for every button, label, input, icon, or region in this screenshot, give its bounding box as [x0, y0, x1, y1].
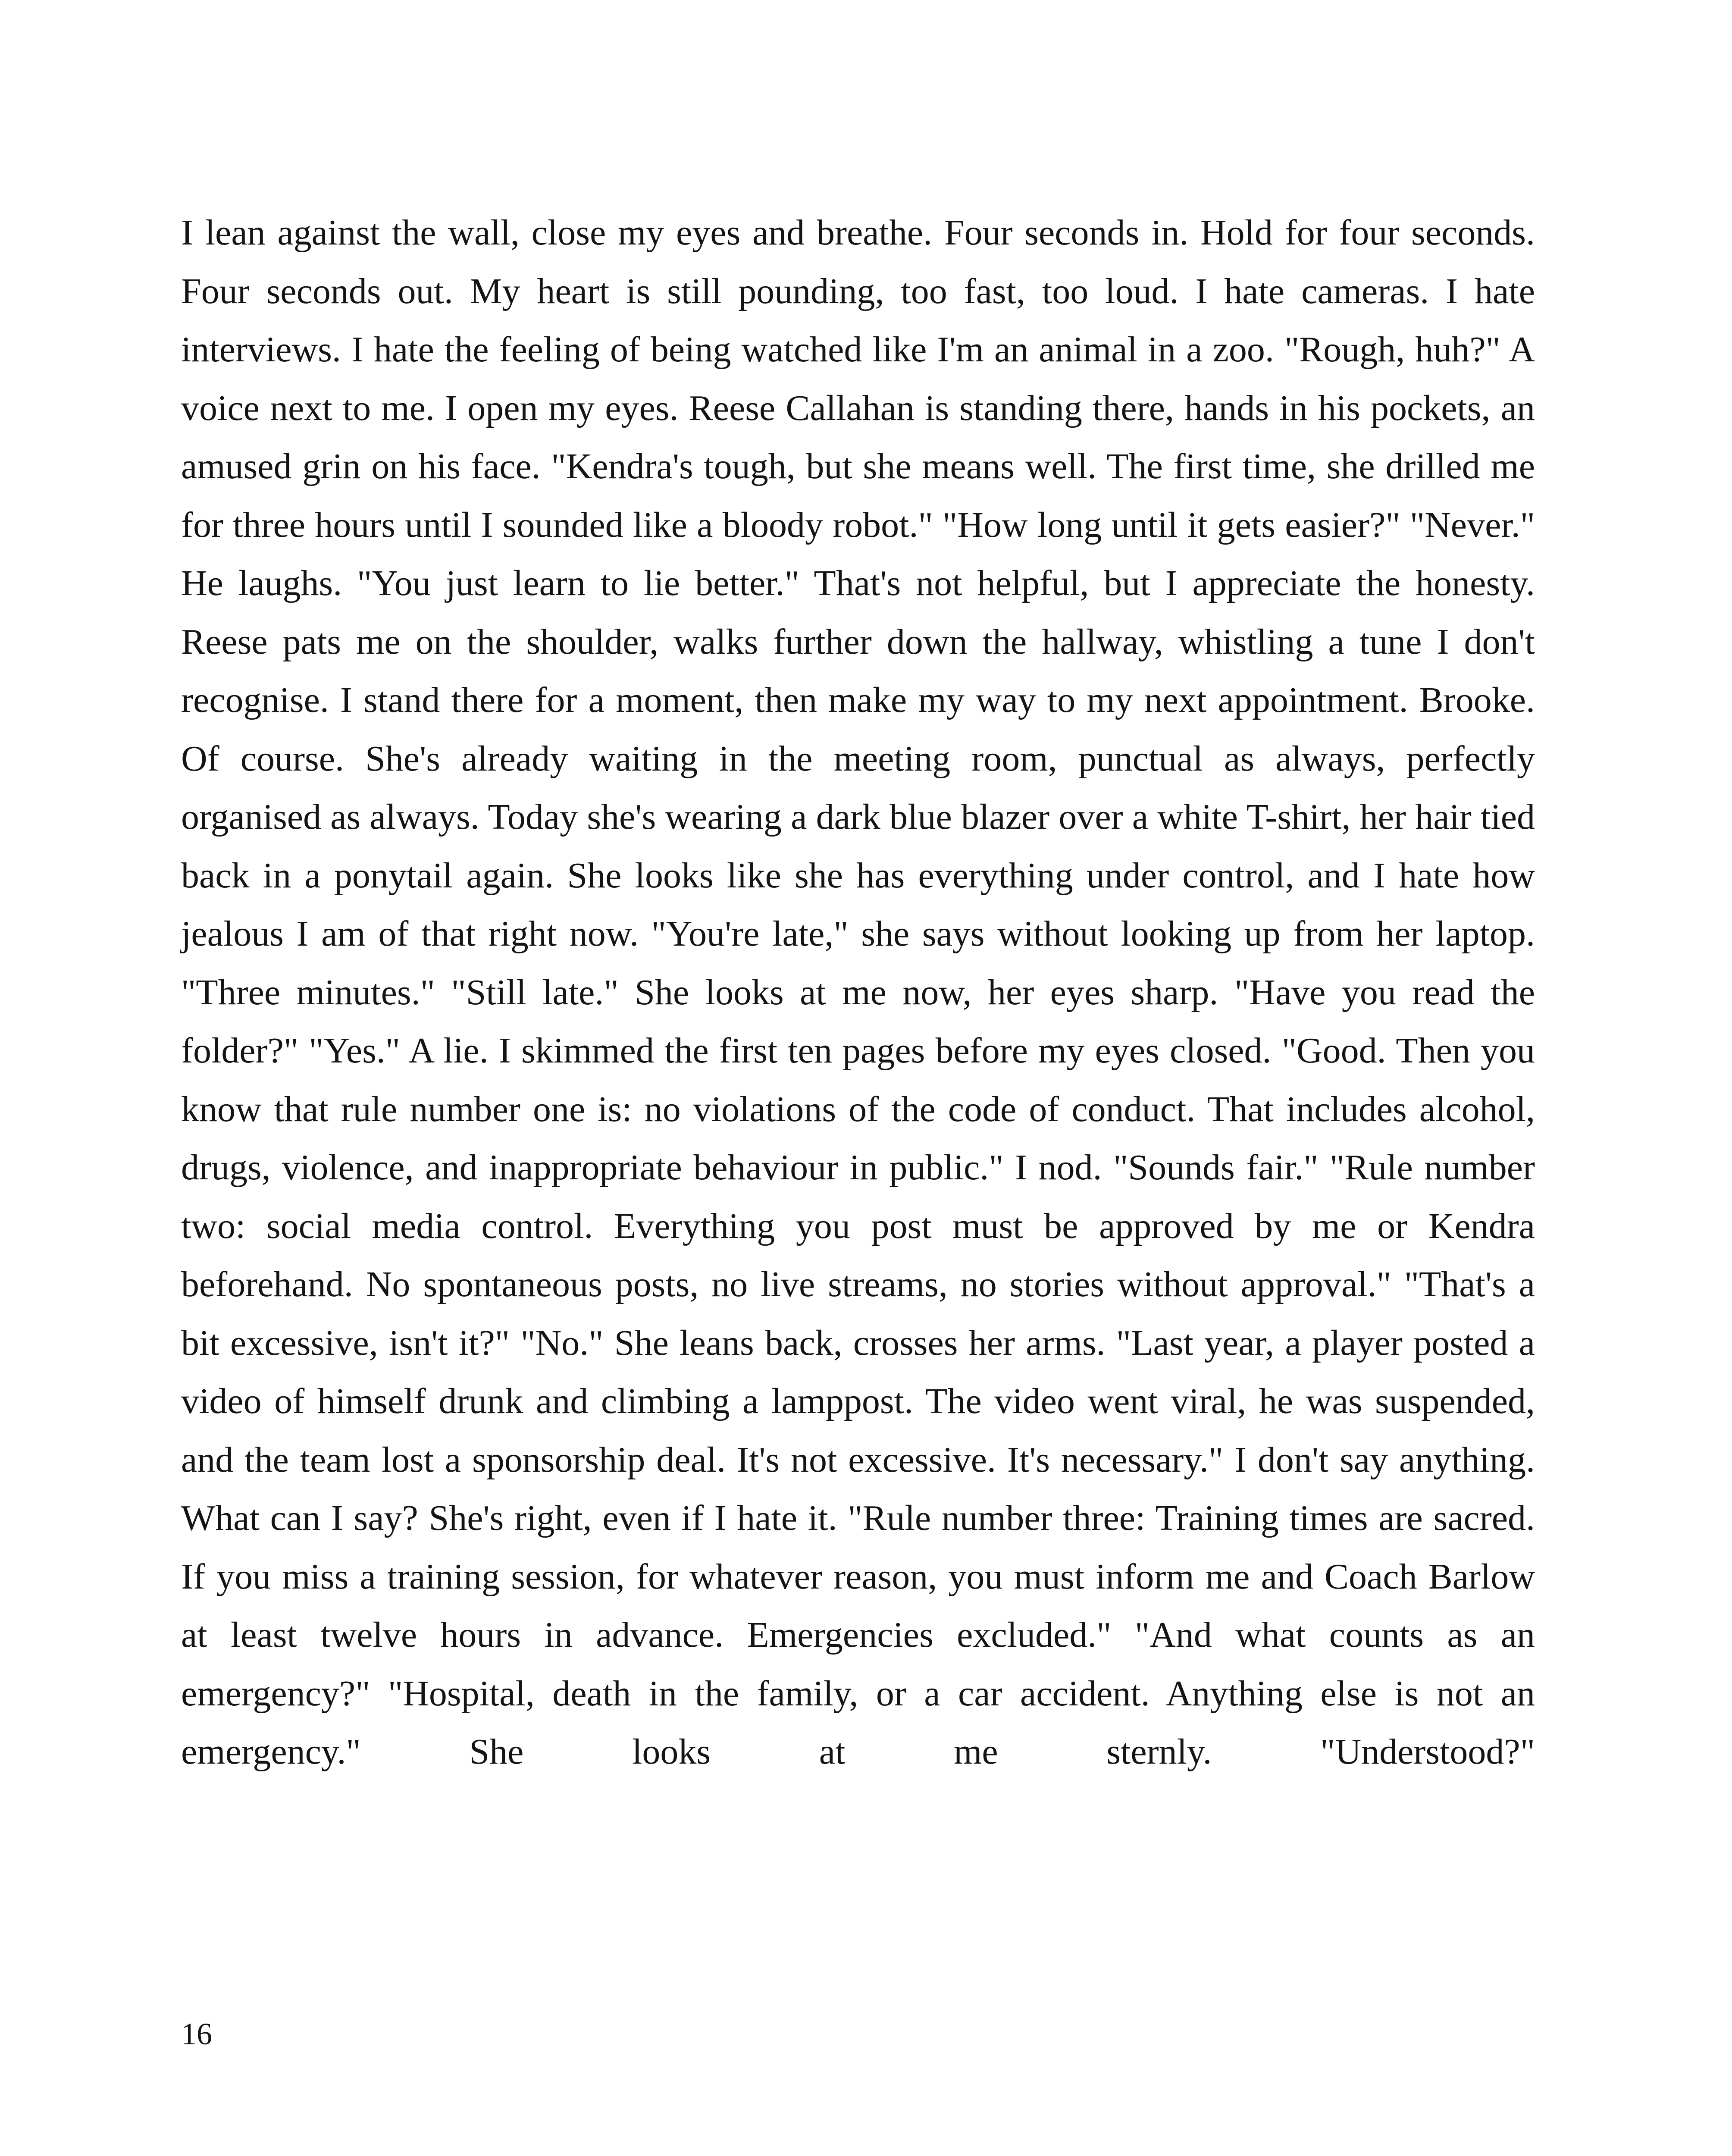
- page-number: 16: [181, 2017, 212, 2051]
- body-paragraph: I lean against the wall, close my eyes and breathe. Four seconds in. Hold for four seconds. Four seconds out. My heart is still pounding, too fast, too loud. I hate cameras. I hate interviews. I hate the feeling of being watched like I'm an animal in a zoo. "Rough, huh?" A voice next to me. I open my eyes. Reese Callahan is standing there, hands in his pockets, an amused grin on his face. "Kendra's tough, but she means well. The first time, she drilled me for three hours until I sounded like a bloody robot." "How long until it gets easier?" "Never." He laughs. "You just learn to lie better." That's not helpful, but I appreciate the honesty. Reese pats me on the shoulder, walks further down the hallway, whistling a tune I don't recognise. I stand there for a moment, then make my way to my next appointment. Brooke. Of course. She's already waiting in the meeting room, punctual as always, perfectly organised as always. Today she's wearing a dark blue blazer over a white T-shirt, her hair tied back in a ponytail again. She looks like she has everything under control, and I hate how jealous I am of that right now. "You're late," she says without looking up from her laptop. "Three minutes." "Still late." She looks at me now, her eyes sharp. "Have you read the folder?" "Yes." A lie. I skimmed the first ten pages before my eyes closed. "Good. Then you know that rule number one is: no violations of the code of conduct. That includes alcohol, drugs, violence, and inappropriate behaviour in public." I nod. "Sounds fair." "Rule number two: social media control. Everything you post must be approved by me or Kendra beforehand. No spontaneous posts, no live streams, no stories without approval." "That's a bit excessive, isn't it?" "No." She leans back, crosses her arms. "Last year, a player posted a video of himself drunk and climbing a lamppost. The video went viral, he was suspended, and the team lost a sponsorship deal. It's not excessive. It's necessary." I don't say anything. What can I say? She's right, even if I hate it. "Rule number three: Training times are sacred. If you miss a training session, for whatever reason, you must inform me and Coach Barlow at least twelve hours in advance. Emergencies excluded." "And what counts as an emergency?" "Hospital, death in the family, or a car accident. Anything else is not an emergency." She looks at me sternly. "Understood?": [181, 213, 1535, 1772]
